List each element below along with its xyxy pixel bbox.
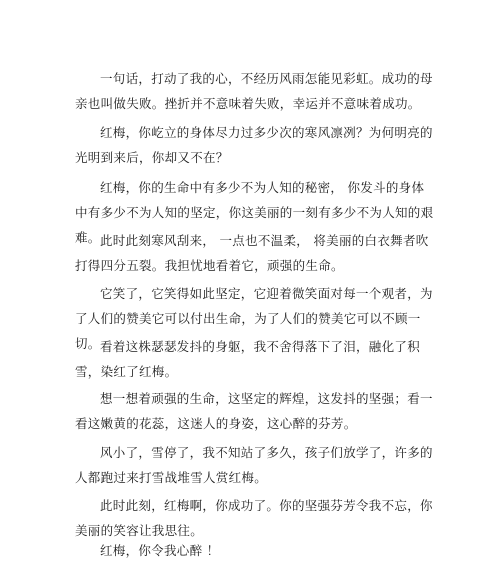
paragraph-3: 红梅，你的生命中有多少不为人知的秘密， 你发斗的身体中有多少不为人知的坚定，你这美丽的一刻有多少不为人知的艰难。 (75, 180, 434, 245)
paragraph-4: 此时此刻寒风刮来， 一点也不温柔， 将美丽的白衣舞者吹打得四分五裂。我担忧地看着它，顽强的生命。 (75, 233, 429, 273)
paragraph-10: 红梅，你令我心醉 ！ (100, 543, 220, 558)
paragraph-9: 此时此刻，红梅啊，你成功了。你的坚强芬芳令我不忘，你美丽的笑容让我思往。 (75, 498, 433, 538)
paragraph-6: 看着这株瑟瑟发抖的身躯，我不舍得落下了泪，融化了积雪，染红了红梅。 (75, 339, 421, 379)
paragraph-5: 它笑了，它笑得如此坚定，它迎着微笑面对每一个观者，为了人们的赞美它可以付出生命，为了人们的赞美它可以不顾一切。 (75, 286, 433, 351)
paragraph-1: 一句话，打动了我的心，不经历风雨怎能见彩虹。成功的母亲也叫做失败。挫折并不意味着失败，幸运并不意味着成功。 (75, 71, 433, 111)
paragraph-8: 风小了，雪停了，我不知站了多久，孩子们放学了，许多的人都跑过来打雪战堆雪人赏红梅。 (75, 445, 433, 485)
paragraph-2: 红梅，你屹立的身体尽力过多少次的寒风凛冽？为何明亮的光明到来后，你却又不在？ (75, 125, 433, 165)
paragraph-7: 想一想着顽强的生命，这坚定的辉煌，这发抖的坚强；看一看这嫩黄的花蕊，这迷人的身姿，这心醉的芬芳。 (75, 391, 433, 431)
